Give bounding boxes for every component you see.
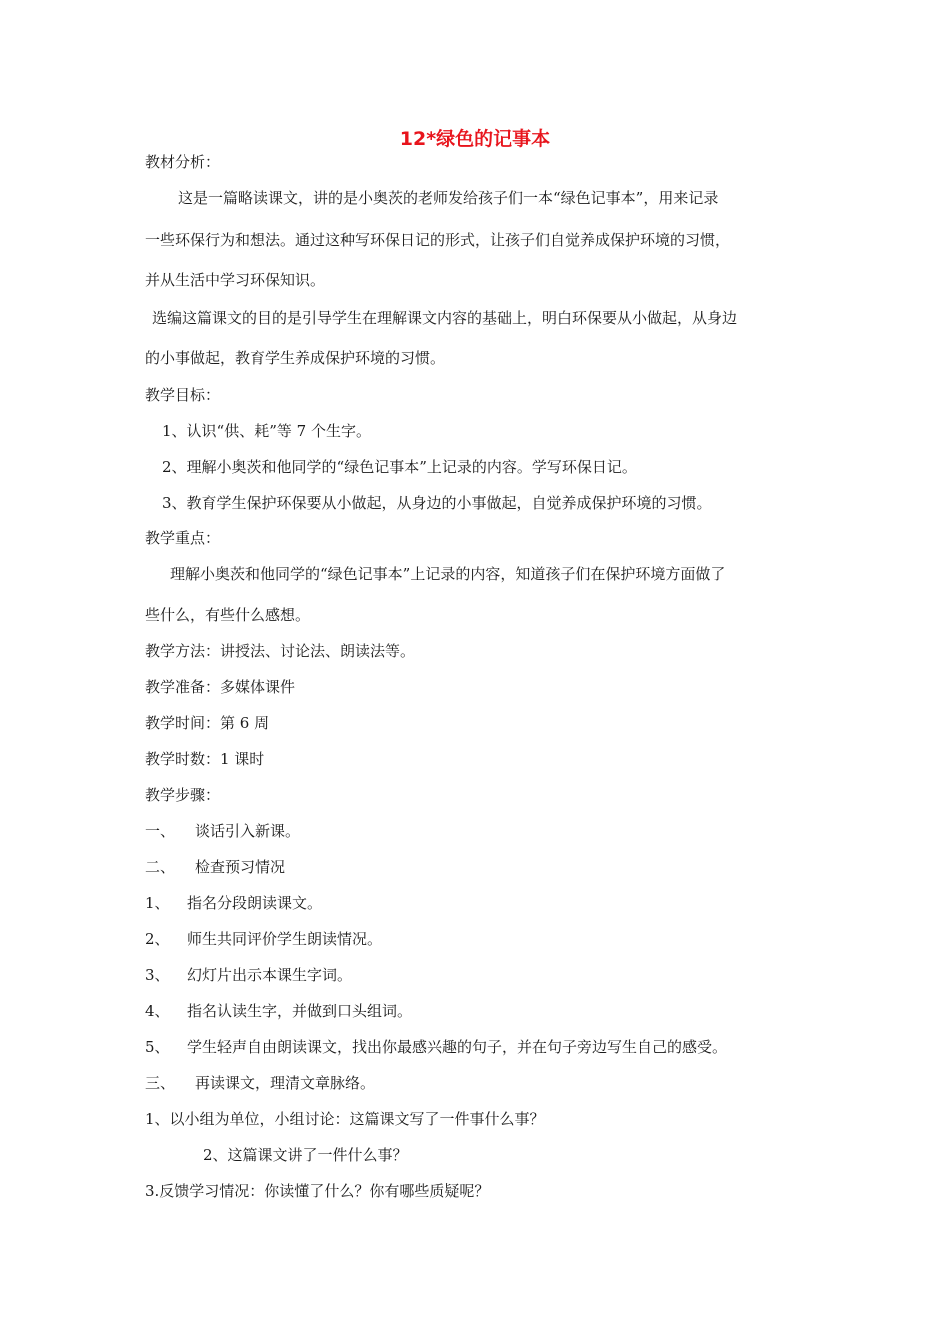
substep-4-number: 4、	[145, 1002, 170, 1020]
teaching-method: 教学方法：讲授法、讨论法、朗读法等。	[145, 642, 416, 660]
question-1: 1、以小组为单位，小组讨论：这篇课文写了一件事什么事？	[145, 1110, 545, 1128]
substep-5-text: 学生轻声自由朗读课文，找出你最感兴趣的句子，并在句子旁边写生自己的感受。	[187, 1038, 728, 1056]
step-2-number: 二、	[145, 858, 176, 876]
substep-3-number: 3、	[145, 966, 170, 984]
step-1-number: 一、	[145, 822, 176, 840]
substep-2-number: 2、	[145, 930, 170, 948]
teaching-hours: 教学时数：1 课时	[145, 750, 265, 768]
goals-heading: 教学目标：	[145, 386, 221, 404]
substep-5-number: 5、	[145, 1038, 170, 1056]
goal-item-1: 1、认识“供、耗”等 7 个生字。	[162, 422, 371, 440]
substep-3-text: 幻灯片出示本课生字词。	[187, 966, 353, 984]
focus-line-2: 些什么，有些什么感想。	[145, 606, 311, 624]
analysis-paragraph-1-line-2: 一些环保行为和想法。通过这种写环保日记的形式，让孩子们自觉养成保护环境的习惯，	[145, 231, 731, 249]
steps-heading: 教学步骤：	[145, 786, 221, 804]
analysis-paragraph-1-line-3: 并从生活中学习环保知识。	[145, 271, 326, 289]
substep-1-text: 指名分段朗读课文。	[187, 894, 323, 912]
step-2-text: 检查预习情况	[195, 858, 286, 876]
step-2	[145, 857, 285, 877]
step-1-text: 谈话引入新课。	[195, 822, 301, 840]
step-3-number: 三、	[145, 1074, 176, 1092]
teaching-time: 教学时间：第 6 周	[145, 714, 270, 732]
goal-item-2: 2、理解小奥茨和他同学的“绿色记事本”上记录的内容。学写环保日记。	[162, 458, 637, 476]
substep-1	[145, 893, 322, 913]
substep-4	[145, 1001, 412, 1021]
analysis-paragraph-1-line-1: 这是一篇略读课文，讲的是小奥茨的老师发给孩子们一本“绿色记事本”，用来记录	[178, 189, 719, 207]
step-3-text: 再读课文，理清文章脉络。	[195, 1074, 376, 1092]
goal-item-3: 3、教育学生保护环保要从小做起，从身边的小事做起，自觉养成保护环境的习惯。	[162, 494, 712, 512]
analysis-paragraph-2-line-1: 选编这篇课文的目的是引导学生在理解课文内容的基础上，明白环保要从小做起，从身边	[152, 309, 738, 327]
document-title: 12*绿色的记事本	[399, 128, 551, 150]
focus-line-1: 理解小奥茨和他同学的“绿色记事本”上记录的内容，知道孩子们在保护环境方面做了	[170, 565, 726, 583]
analysis-paragraph-2-line-2: 的小事做起，教育学生养成保护环境的习惯。	[145, 349, 446, 367]
substep-4-text: 指名认读生字，并做到口头组词。	[187, 1002, 413, 1020]
question-2: 2、这篇课文讲了一件什么事？	[203, 1146, 408, 1164]
substep-1-number: 1、	[145, 894, 170, 912]
step-3	[145, 1073, 375, 1093]
substep-5	[145, 1037, 727, 1057]
teaching-preparation: 教学准备：多媒体课件	[145, 678, 296, 696]
substep-2	[145, 929, 382, 949]
substep-3	[145, 965, 352, 985]
question-3: 3.反馈学习情况：你读懂了什么？你有哪些质疑呢？	[145, 1182, 490, 1200]
substep-2-text: 师生共同评价学生朗读情况。	[187, 930, 383, 948]
step-1	[145, 821, 300, 841]
focus-heading: 教学重点：	[145, 529, 221, 547]
analysis-heading: 教材分析：	[145, 153, 221, 171]
